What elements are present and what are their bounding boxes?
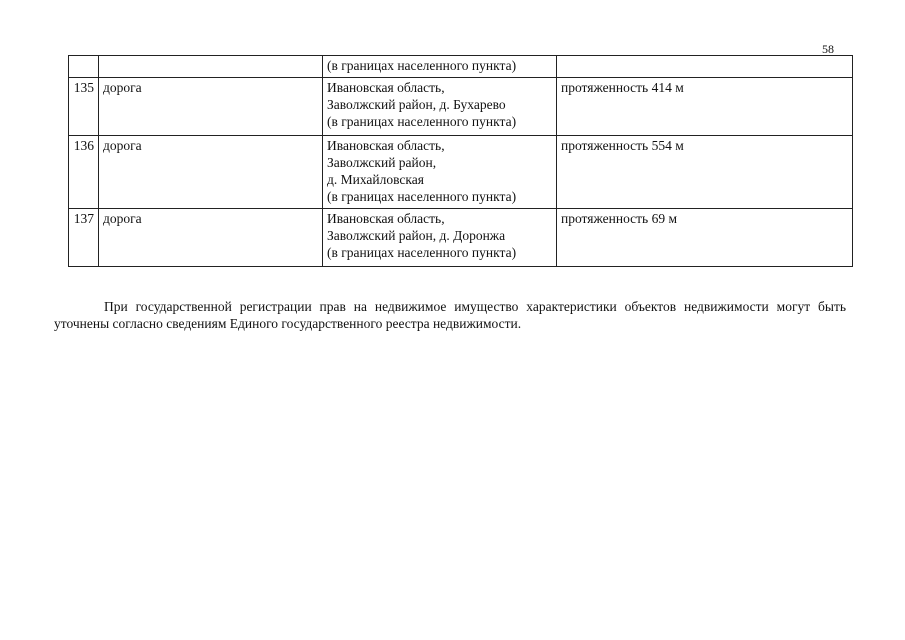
table-row-continuation <box>69 56 853 78</box>
cell-characteristic: протяженность 414 м <box>557 78 853 136</box>
address-line: Ивановская область, <box>327 80 445 95</box>
cell-num <box>69 56 99 78</box>
address-line: д. Михайловская <box>327 172 424 187</box>
cell-characteristic: протяженность 554 м <box>557 136 853 209</box>
cell-num: 137 <box>69 209 99 267</box>
address-line: (в границах населенного пункта) <box>327 245 517 260</box>
address-line: (в границах населенного пункта) <box>327 114 517 129</box>
table-row <box>69 78 853 136</box>
cell-characteristic: протяженность 69 м <box>557 209 853 267</box>
table-row <box>69 136 853 209</box>
address-line: Ивановская область, <box>327 211 445 226</box>
cell-address <box>323 78 557 136</box>
table-row <box>69 209 853 267</box>
address-line: Ивановская область, <box>327 138 445 153</box>
property-table <box>68 55 853 267</box>
cell-type: дорога <box>99 78 323 136</box>
registration-note: При государственной регистрации прав на недвижимое имущество характеристики объектов недвижимости могут быть уточнены согласно сведениям Единого государственного реестра недвижимости. <box>54 298 846 331</box>
cell-address <box>323 56 557 78</box>
address-line: Заволжский район, <box>327 155 437 170</box>
cell-characteristic <box>557 56 853 78</box>
cell-type <box>99 56 323 78</box>
address-line: (в границах населенного пункта) <box>327 58 517 73</box>
cell-address <box>323 136 557 209</box>
cell-num: 136 <box>69 136 99 209</box>
address-line: Заволжский район, д. Бухарево <box>327 97 506 112</box>
cell-type: дорога <box>99 136 323 209</box>
cell-address <box>323 209 557 267</box>
cell-num: 135 <box>69 78 99 136</box>
cell-type: дорога <box>99 209 323 267</box>
address-line: Заволжский район, д. Доронжа <box>327 228 506 243</box>
address-line: (в границах населенного пункта) <box>327 189 517 204</box>
page-number: 58 <box>822 42 834 56</box>
